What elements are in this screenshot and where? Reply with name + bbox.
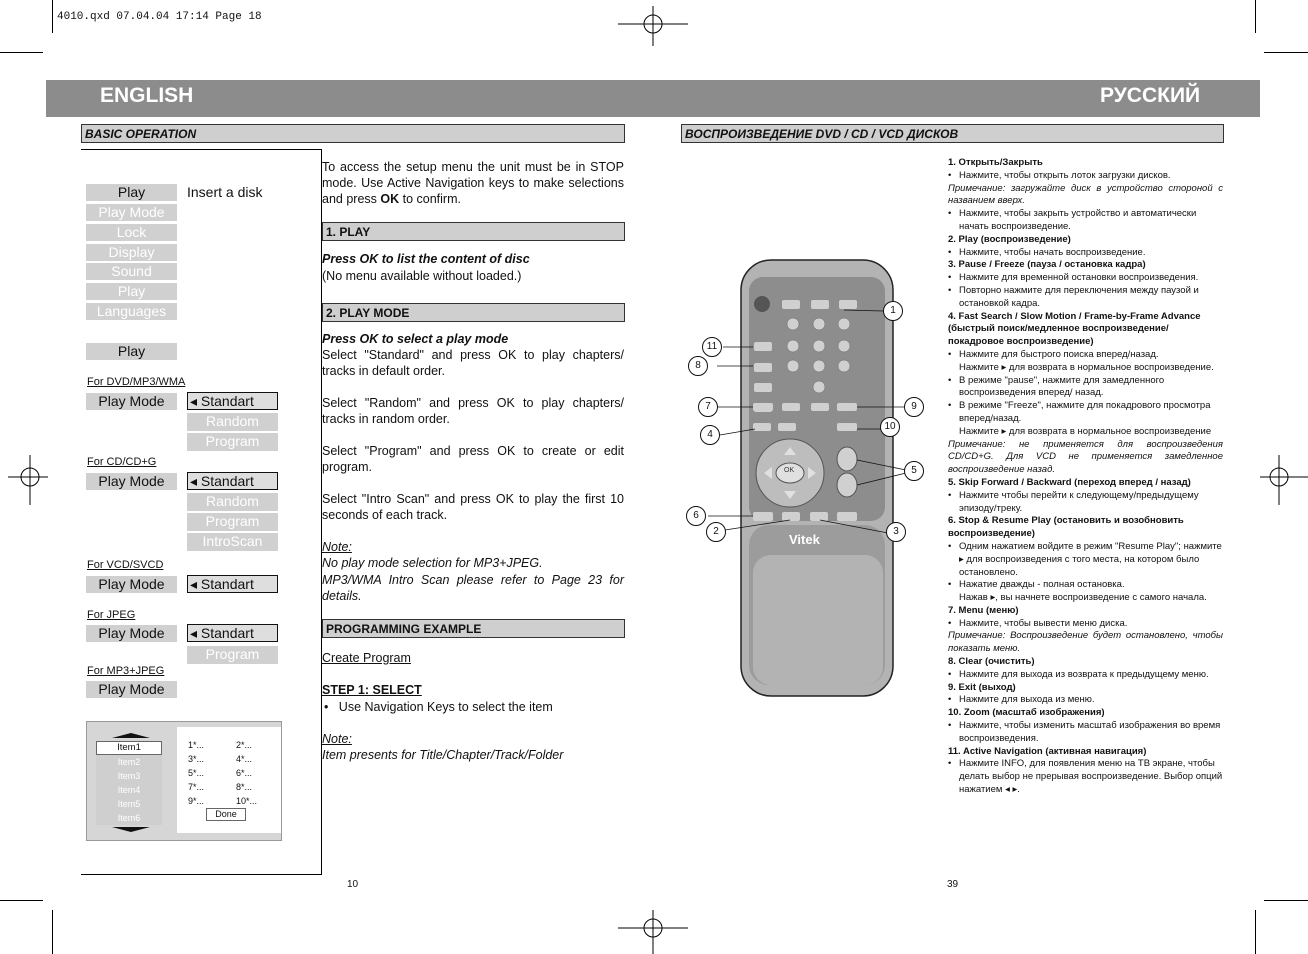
program-item-list [96, 741, 162, 828]
bullet-marker: • [948, 208, 952, 220]
callout-6: 6 [686, 506, 706, 526]
instruction-item [948, 400, 1223, 426]
program-slot: 6*... [236, 768, 253, 778]
group-label-dvd: For DVD/MP3/WMA [87, 376, 186, 388]
instruction-text: Одним нажатием войдите в режим "Resume Play"; нажмите ▸ для воспроизведения с того места, на котором было остановлено. [959, 540, 1222, 578]
option-random-cd: Random [187, 493, 278, 511]
play-mode-jpeg: Play Mode [86, 625, 177, 642]
menu-item-display: Display [86, 244, 177, 261]
play-note: (No menu available without loaded.) [322, 269, 522, 283]
instruction-text: Нажмите, чтобы открыть лоток загрузки дисков. [959, 169, 1171, 181]
instruction-list [948, 157, 1223, 797]
mode-random-text: Select "Random" and press OK to play chapters/ tracks in random order. [322, 396, 624, 426]
option-standart-jpeg: ◂ Standart [187, 624, 278, 642]
instruction-text: Нажмите, чтобы начать воспроизведение. [959, 246, 1146, 258]
bullet-marker: • [948, 374, 952, 386]
option-standart-cd: ◂ Standart [187, 472, 278, 490]
instruction-heading: 5. Skip Forward / Backward (переход вперед / назад) [948, 476, 1191, 488]
instruction-heading: 9. Exit (выход) [948, 681, 1016, 693]
option-program-cd: Program [187, 513, 278, 531]
instruction-item [948, 272, 1223, 285]
instruction-item [948, 375, 1223, 401]
instruction-heading: 7. Menu (меню) [948, 604, 1019, 616]
instruction-heading: 10. Zoom (масштаб изображения) [948, 707, 1105, 719]
play-mode-section-header: 2. PLAY MODE [322, 303, 625, 322]
callout-10: 10 [880, 417, 900, 437]
create-program-heading: Create Program [322, 651, 411, 665]
intro-paragraph: To access the setup menu the unit must be in STOP mode. Use Active Navigation keys to make selections and press OK to confirm. [322, 160, 624, 206]
instruction-item [948, 170, 1223, 183]
bullet-marker: • [948, 720, 952, 732]
play-mode-mp3jpeg: Play Mode [86, 681, 177, 698]
menu-item-lock: Lock [86, 224, 177, 241]
instruction-heading: 4. Fast Search / Slow Motion / Frame-by-Frame Advance (быстрый поиск/медленное воспроизведение/ покадровое воспроизведение) [948, 310, 1201, 348]
instruction-text: Повторно нажмите для переключения между паузой и остановкой кадра. [959, 284, 1199, 309]
play-instruction: Press OK to list the content of disc [322, 252, 530, 266]
instruction-item [948, 490, 1223, 516]
option-random-dvd: Random [187, 413, 278, 431]
group-label-mp3jpeg: For MP3+JPEG [87, 665, 165, 677]
instruction-text: Нажмите, чтобы изменить масштаб изображения во время воспроизведения. [959, 720, 1221, 744]
callout-2: 2 [706, 522, 726, 542]
done-button: Done [206, 808, 246, 821]
option-program-dvd: Program [187, 433, 278, 451]
instruction-item: Нажав ▸, вы начнете воспроизведение с самого начала. [959, 592, 1207, 604]
option-introscan-cd: IntroScan [187, 533, 278, 551]
instruction-item [948, 247, 1223, 260]
registration-mark-right [1260, 455, 1308, 505]
instruction-text: Нажмите для временной остановки воспроизведения. [959, 272, 1199, 284]
mode-program-text: Select "Program" and press OK to create or edit program. [322, 444, 624, 474]
program-slots [188, 738, 278, 808]
program-slot: 5*... [188, 768, 205, 778]
note2-label: Note: [322, 732, 352, 746]
bullet-marker: • [948, 489, 952, 501]
insert-disk-text: Insert a disk [187, 184, 263, 200]
bullet-marker: • [948, 169, 952, 181]
group-label-jpeg: For JPEG [87, 609, 136, 621]
instruction-item [948, 618, 1223, 631]
instruction-note: Примечание: загружайте диск в устройство стороной с названием вверх. [948, 182, 1223, 207]
bullet-marker: • [948, 400, 952, 412]
option-standart-dvd: ◂ Standart [187, 392, 278, 410]
instruction-text: Нажатие дважды - полная остановка. [959, 579, 1125, 591]
instruction-heading: 8. Clear (очистить) [948, 656, 1035, 668]
option-program-jpeg: Program [187, 646, 278, 664]
instruction-text: В режиме "Freeze", нажмите для покадрового просмотра вперед/назад. [959, 400, 1211, 424]
instruction-item [948, 579, 1223, 592]
registration-mark-left [8, 455, 48, 505]
program-item: Item6 [96, 811, 162, 825]
print-header: 4010.qxd 07.04.04 17:14 Page 18 [57, 11, 262, 23]
brand-logo: Vitek [789, 532, 820, 547]
instruction-text: Нажмите INFO, для появления меню на ТВ экране, чтобы делать выбор не прерывая воспроизведение. Выбор опций нажатием ◂ ▸. [959, 758, 1223, 796]
program-item: Item2 [96, 755, 162, 769]
instruction-text: Нажмите, чтобы вывести меню диска. [959, 617, 1128, 629]
callout-9: 9 [904, 397, 924, 417]
program-item: Item4 [96, 783, 162, 797]
instruction-text: Нажмите чтобы перейти к следующему/предыдущему эпизоду/треку. [959, 489, 1199, 514]
bullet-marker: • [948, 617, 952, 629]
callout-7: 7 [698, 397, 718, 417]
group-label-vcd: For VCD/SVCD [87, 559, 164, 571]
bullet-marker: • [948, 540, 952, 552]
instruction-item [948, 694, 1223, 707]
menu-item-play: Play [86, 184, 177, 201]
menu-item-languages: Languages [86, 303, 177, 320]
instruction-text: В режиме "pause", нажмите для замедленного воспроизведения вперед/ назад. [959, 374, 1165, 399]
bullet-marker: • [948, 579, 952, 591]
program-slot: 3*... [188, 754, 205, 764]
callout-8: 8 [688, 356, 708, 376]
bullet-marker: • [948, 668, 952, 680]
callout-11: 11 [702, 337, 722, 357]
instruction-note: Примечание: Воспроизведение будет остановлено, чтобы показать меню. [948, 630, 1223, 655]
registration-mark-top [618, 6, 688, 46]
bullet-marker: • [948, 246, 952, 258]
bullet-marker: • [948, 272, 952, 284]
basic-operation-header: BASIC OPERATION [81, 124, 625, 143]
group-label-cd: For CD/CD+G [87, 456, 157, 468]
program-slot: 8*... [236, 782, 253, 792]
play-mode-dvd: Play Mode [86, 393, 177, 410]
instruction-text: Нажмите для быстрого поиска вперед/назад. [959, 348, 1159, 360]
programming-example-header: PROGRAMMING EXAMPLE [322, 619, 625, 638]
instruction-text: Нажмите для выхода из меню. [959, 694, 1095, 706]
play-label-box: Play [86, 343, 177, 360]
dvd-playback-header: ВОСПРОИЗВЕДЕНИЕ DVD / CD / VCD ДИСКОВ [681, 124, 1224, 143]
program-slot: 7*... [188, 782, 205, 792]
english-title: ENGLISH [100, 84, 194, 107]
program-item: Item5 [96, 797, 162, 811]
callout-4: 4 [700, 425, 720, 445]
mode-standard-text: Select "Standard" and press OK to play chapters/ tracks in default order. [322, 348, 624, 378]
instruction-note: Примечание: не применяется для воспроизведения CD/CD+G. Для VCD не применяется замедленное воспроизведение назад. [948, 438, 1223, 476]
note2-text: Item presents for Title/Chapter/Track/Folder [322, 748, 564, 762]
bullet-marker: • [948, 758, 952, 770]
instruction-item [948, 285, 1223, 311]
instruction-item [948, 541, 1223, 579]
language-band [46, 80, 1260, 117]
option-standart-vcd: ◂ Standart [187, 575, 278, 593]
instruction-item: Нажмите ▸ для возврата в нормальное воспроизведение [959, 425, 1212, 437]
registration-mark-bottom [618, 910, 688, 954]
page-number-left: 10 [347, 879, 359, 890]
note-label: Note: [322, 540, 352, 554]
program-slot: 9*... [188, 796, 205, 806]
callout-1: 1 [883, 301, 903, 321]
instruction-item [948, 669, 1223, 682]
program-slot: 4*... [236, 754, 253, 764]
step1-heading: STEP 1: SELECT [322, 683, 422, 697]
bullet-marker: • [948, 284, 952, 296]
program-slot: 1*... [188, 740, 205, 750]
russian-title: РУССКИЙ [1100, 84, 1201, 107]
instruction-item [948, 349, 1223, 362]
instruction-heading: 2. Play (воспроизведение) [948, 233, 1071, 245]
play-mode-cd: Play Mode [86, 473, 177, 490]
callout-5: 5 [904, 461, 924, 481]
bullet-marker: • [948, 694, 952, 706]
note-line-1: No play mode selection for MP3+JPEG. [322, 556, 543, 570]
mode-intro-text: Select "Intro Scan" and press OK to play the first 10 seconds of each track. [322, 492, 624, 522]
program-item: Item3 [96, 769, 162, 783]
callout-3: 3 [886, 522, 906, 542]
play-mode-instruction: Press OK to select a play mode [322, 332, 509, 346]
instruction-item [948, 208, 1223, 234]
program-item: Item1 [96, 741, 162, 755]
instruction-heading: 1. Открыть/Закрыть [948, 157, 1043, 168]
instruction-heading: 6. Stop & Resume Play (остановить и возобновить воспроизведение) [948, 515, 1184, 540]
page-number-right: 39 [947, 879, 959, 890]
instruction-item [948, 720, 1223, 746]
instruction-text: Нажмите для выхода из возврата к предыдущему меню. [959, 668, 1209, 680]
program-slot: 2*... [236, 740, 253, 750]
step1-bullet: • Use Navigation Keys to select the item [324, 700, 553, 714]
menu-item-play-2: Play [86, 283, 177, 300]
instruction-item [948, 758, 1223, 796]
play-section-header: 1. PLAY [322, 222, 625, 241]
ok-label: OK [784, 467, 795, 474]
instruction-item: Нажмите ▸ для возврата в нормальное воспроизведение. [959, 361, 1214, 373]
callout-leaders [680, 290, 940, 550]
note-line-2: MP3/WMA Intro Scan please refer to Page 23 for details. [322, 573, 624, 603]
bullet-marker: • [948, 348, 952, 360]
program-slot: 10*... [236, 796, 258, 806]
menu-item-sound: Sound [86, 263, 177, 280]
instruction-heading: 11. Active Navigation (активная навигация) [948, 745, 1147, 757]
menu-item-play-mode: Play Mode [86, 204, 177, 221]
instruction-heading: 3. Pause / Freeze (пауза / остановка кадра) [948, 259, 1146, 271]
instruction-text: Нажмите, чтобы закрыть устройство и автоматически начать воспроизведение. [959, 208, 1197, 232]
play-mode-vcd: Play Mode [86, 576, 177, 593]
